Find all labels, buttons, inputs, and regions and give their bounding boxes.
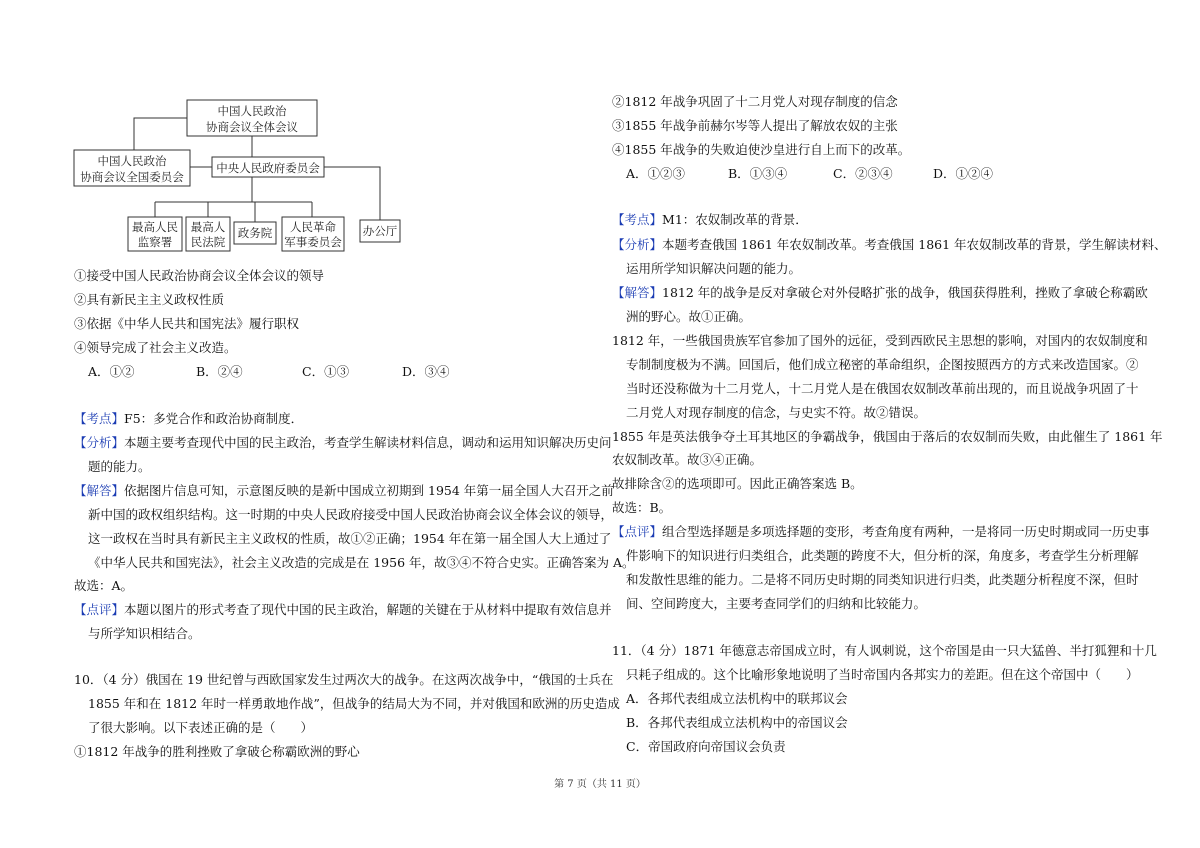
option-b: B．各邦代表组成立法机构中的帝国议会 <box>626 715 848 730</box>
jieda-text: 1812 年，一些俄国贵族军官参加了国外的远征，受到西欧民主思想的影响，对国内的农奴制度和 <box>612 333 1148 348</box>
page-footer: 第 7 页（共 11 页） <box>554 779 646 790</box>
answer-choice: 故选：B。 <box>612 500 672 515</box>
diagram-label: 协商会议全国委员会 <box>80 170 184 184</box>
jieda-text: 这一政权在当时具有新民主主义政权的性质，故①②正确；1954 年在第一届全国人大上通过了 <box>88 531 612 546</box>
jieda-text: 依据图片信息可知，示意图反映的是新中国成立初期到 1954 年第一届全国人大召开之前 <box>124 483 614 498</box>
kaodian <box>74 411 303 427</box>
tag-kaodian: 【考点】 <box>612 212 663 227</box>
kaodian <box>612 212 808 228</box>
fenxi-text: 本题主要考查现代中国的民主政治，考查学生解读材料信息，调动和运用知识解决历史问 <box>124 435 612 450</box>
jieda-text: 当时还没称做为十二月党人，十二月党人是在俄国农奴制改革前出现的，而且说战争巩固了十 <box>626 381 1139 396</box>
statement: ①1812 年战争的胜利挫败了拿破仑称霸欧洲的野心 <box>74 744 360 759</box>
government-structure-diagram <box>72 92 402 252</box>
tag-jieda: 【解答】 <box>612 285 663 300</box>
dianping-text: 间、空间跨度大，主要考查同学们的归纳和比较能力。 <box>626 596 927 611</box>
option-d: D．①②④ <box>933 166 994 181</box>
jieda-text: 故排除含②的选项即可。因此正确答案选 B。 <box>612 476 863 491</box>
tag-fenxi: 【分析】 <box>74 435 125 450</box>
fenxi-text: 运用所学知识解决问题的能力。 <box>626 261 802 276</box>
answer-options <box>88 364 450 380</box>
option-d: D．③④ <box>402 364 450 379</box>
dianping-text: 组合型选择题是多项选择题的变形，考查角度有两种，一是将同一历史时期或同一历史事 <box>662 524 1150 539</box>
statement: ④领导完成了社会主义改造。 <box>74 340 237 355</box>
fenxi <box>74 435 612 451</box>
option-a: A．①② <box>88 364 135 379</box>
dianping-text: 与所学知识相结合。 <box>88 626 201 641</box>
statement: ②1812 年战争巩固了十二月党人对现存制度的信念 <box>612 94 898 109</box>
diagram-label: 人民革命 <box>290 220 336 234</box>
dianping <box>74 602 612 618</box>
statement: ①接受中国人民政治协商会议全体会议的领导 <box>74 268 325 283</box>
kaodian-text: M1：农奴制改革的背景． <box>662 212 808 227</box>
question-11: 只耗子组成的。这个比喻形象地说明了当时帝国内各邦实力的差距。但在这个帝国中（ ） <box>626 667 1139 682</box>
diagram-label: 中央人民政府委员会 <box>216 161 320 175</box>
jieda-text: 农奴制改革。故③④正确。 <box>612 452 763 467</box>
fenxi-text: 题的能力。 <box>88 459 151 474</box>
answer-choice: 故选：A。 <box>74 578 134 593</box>
statement: ②具有新民主主义政权性质 <box>74 292 225 307</box>
diagram-label: 军事委员会 <box>284 235 342 249</box>
statement: ④1855 年战争的失败迫使沙皇进行自上而下的改革。 <box>612 142 911 157</box>
question-10: 10．（4 分）俄国在 19 世纪曾与西欧国家发生过两次大的战争。在这两次战争中，“俄国的士兵在 <box>74 672 614 687</box>
option-c: C．②③④ <box>833 166 893 181</box>
jieda-text: 洲的野心。故①正确。 <box>626 309 752 324</box>
jieda-text: 1855 年是英法俄争夺土耳其地区的争霸战争，俄国由于落后的农奴制而失败，由此催生了 1861 年 <box>612 429 1163 444</box>
jieda-text: 新中国的政权组织结构。这一时期的中央人民政府接受中国人民政治协商会议全体会议的领导， <box>88 507 614 522</box>
diagram-label: 中国人民政治 <box>97 154 167 168</box>
jieda-text: 二月党人对现存制度的信念，与史实不符。故②错误。 <box>626 405 927 420</box>
diagram-label: 政务院 <box>237 226 273 240</box>
dianping-text: 和发散性思维的能力。二是将不同历史时期的同类知识进行归类，此类题分析程度不深，但时 <box>626 572 1139 587</box>
answer-options <box>626 166 993 182</box>
tag-dianping: 【点评】 <box>74 602 125 617</box>
jieda-text: 《中华人民共和国宪法》，社会主义改造的完成是在 1956 年，故③④不符合史实。正确答案为 A。 <box>88 555 635 570</box>
tag-jieda: 【解答】 <box>74 483 125 498</box>
statement: ③依据《中华人民共和国宪法》履行职权 <box>74 316 300 331</box>
option-b: B．①③④ <box>728 166 788 181</box>
tag-kaodian: 【考点】 <box>74 411 125 426</box>
question-10: 1855 年和在 1812 年时一样勇敢地作战”，但战争的结局大为不同，并对俄国和欧洲的历史造成 <box>88 696 620 711</box>
kaodian-text: F5：多党合作和政治协商制度． <box>124 411 304 426</box>
option-c: C．帝国政府向帝国议会负责 <box>626 739 786 754</box>
jieda-text: 1812 年的战争是反对拿破仑对外侵略扩张的战争，俄国获得胜利，挫败了拿破仑称霸欧 <box>662 285 1148 300</box>
question-11: 11．（4 分）1871 年德意志帝国成立时，有人讽刺说，这个帝国是由一只大猛兽、半打狐狸和十几 <box>612 643 1157 658</box>
diagram-label: 民法院 <box>190 235 226 249</box>
diagram-label: 监察署 <box>137 235 173 249</box>
jieda <box>74 483 614 499</box>
option-a: A．①②③ <box>626 166 686 181</box>
diagram-label: 协商会议全体会议 <box>206 120 298 134</box>
diagram-label: 最高人 <box>190 220 226 234</box>
tag-dianping: 【点评】 <box>612 524 663 539</box>
tag-fenxi: 【分析】 <box>612 237 663 252</box>
statement: ③1855 年战争前赫尔岑等人提出了解放农奴的主张 <box>612 118 898 133</box>
dianping <box>612 524 1150 540</box>
jieda <box>612 285 1148 301</box>
fenxi <box>612 237 1167 253</box>
option-b: B．②④ <box>196 364 243 379</box>
jieda-text: 专制制度极为不满。回国后，他们成立秘密的革命组织，企图按照西方的方式来改造国家。② <box>626 357 1139 372</box>
diagram-label: 最高人民 <box>132 220 178 234</box>
dianping-text: 本题以图片的形式考查了现代中国的民主政治，解题的关键在于从材料中提取有效信息并 <box>124 602 612 617</box>
diagram-label: 办公厅 <box>362 224 398 238</box>
option-a: A．各邦代表组成立法机构中的联邦议会 <box>626 691 848 706</box>
option-c: C．①③ <box>302 364 350 379</box>
dianping-text: 件影响下的知识进行归类组合，此类题的跨度不大，但分析的深，角度多，考查学生分析理解 <box>626 548 1139 563</box>
fenxi-text: 本题考查俄国 1861 年农奴制改革。考查俄国 1861 年农奴制改革的背景，学生解读材料、 <box>662 237 1167 252</box>
diagram-label: 中国人民政治 <box>217 104 287 118</box>
question-10: 了很大影响。以下表述正确的是（ ） <box>88 720 314 735</box>
